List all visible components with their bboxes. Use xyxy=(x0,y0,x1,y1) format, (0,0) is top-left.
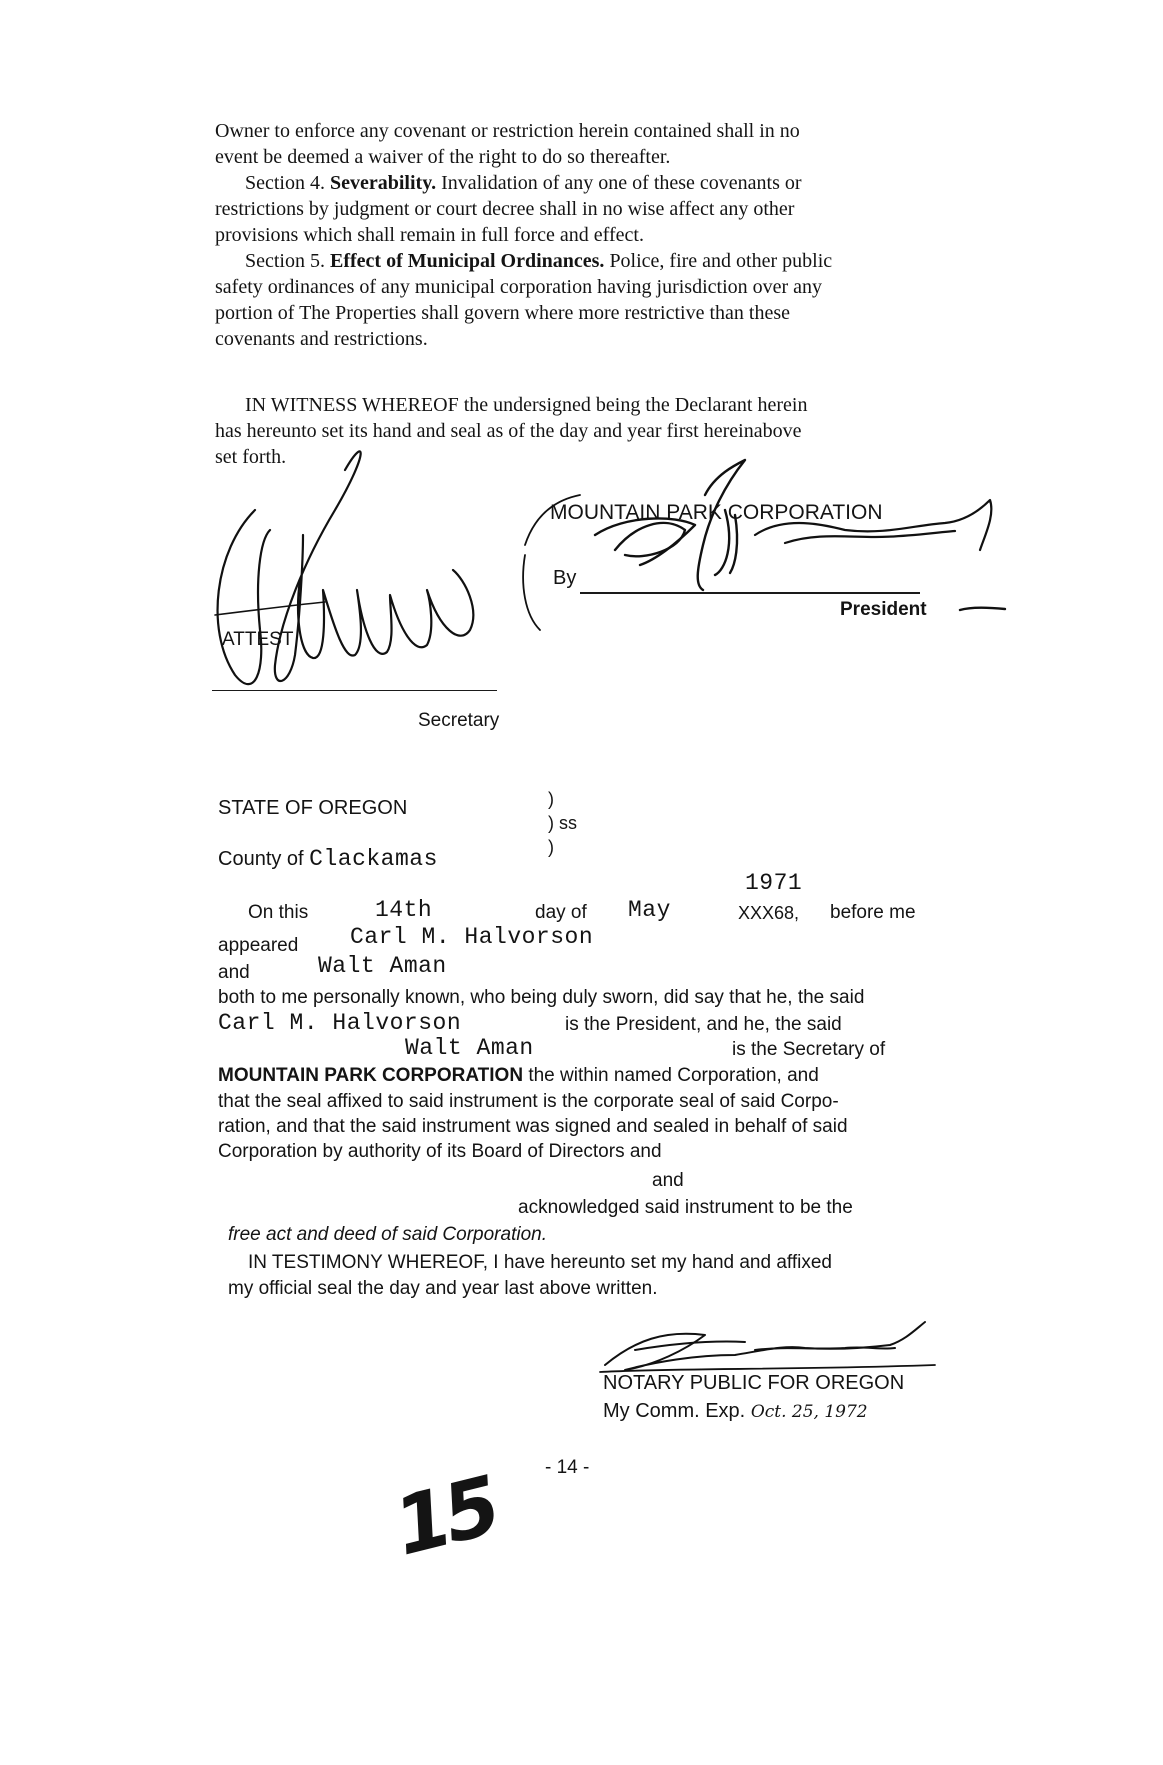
day-of-label: day of xyxy=(535,902,587,923)
appeared-name: Carl M. Halvorson xyxy=(350,924,594,950)
handwritten-page-number: 15 xyxy=(385,1459,505,1574)
month-value: May xyxy=(628,897,671,923)
brace-1: ) xyxy=(548,789,554,809)
ack-line: acknowledged said instrument to be the xyxy=(518,1197,853,1218)
county-row xyxy=(218,846,438,872)
witness-line: set forth. xyxy=(215,446,287,468)
appeared-label: appeared xyxy=(218,935,299,956)
and-name: Walt Aman xyxy=(318,953,447,979)
ack-line: is the Secretary of xyxy=(732,1039,886,1060)
clause-line: provisions which shall remain in full force and effect. xyxy=(215,224,644,246)
struck-year: XXX68, xyxy=(738,903,800,923)
ack-line xyxy=(228,1222,547,1248)
ack-line: Corporation by authority of its Board of Directors and xyxy=(218,1141,662,1162)
clause-line: covenants and restrictions. xyxy=(215,328,428,350)
county-value: Clackamas xyxy=(309,846,438,872)
officer-name-2: Walt Aman xyxy=(405,1035,534,1061)
section-5-title: Effect of Municipal Ordinances. xyxy=(330,250,605,272)
testimony-line: IN TESTIMONY WHEREOF, I have hereunto set my hand and affixed xyxy=(248,1252,832,1273)
state-label: STATE OF OREGON xyxy=(218,797,408,819)
corp-line-rest: the within named Corporation, and xyxy=(528,1065,819,1086)
ack-line: ration, and that the said instrument was signed and sealed in behalf of said xyxy=(218,1116,848,1137)
attest-label: ATTEST xyxy=(222,629,294,650)
corp-name-bold: MOUNTAIN PARK CORPORATION xyxy=(218,1065,524,1086)
on-this-label: On this xyxy=(248,902,309,923)
president-label: President xyxy=(840,599,927,620)
notary-commission xyxy=(603,1398,868,1425)
section-5-number: Section 5. xyxy=(245,250,325,272)
clause-line: safety ordinances of any municipal corporation having jurisdiction over any xyxy=(215,276,823,298)
testimony-line: my official seal the day and year last above written. xyxy=(228,1278,658,1299)
clause-line: restrictions by judgment or court decree shall in no wise affect any other xyxy=(215,198,795,220)
notary-title: NOTARY PUBLIC FOR OREGON xyxy=(603,1372,905,1394)
officer-name-1: Carl M. Halvorson xyxy=(218,1010,462,1036)
ack-line: is the President, and he, the said xyxy=(565,1014,842,1035)
before-me-label: before me xyxy=(830,902,916,923)
ack-line: and xyxy=(652,1170,684,1191)
covenants-clauses xyxy=(215,118,925,352)
and-label: and xyxy=(218,962,250,983)
commission-label: My Comm. Exp. xyxy=(603,1400,746,1422)
witness-line: IN WITNESS WHEREOF the undersigned being the Declarant herein xyxy=(245,394,808,416)
brace-3: ) xyxy=(548,837,554,857)
clause-line: event be deemed a waiver of the right to do so thereafter. xyxy=(215,146,671,168)
by-label: By xyxy=(553,567,577,589)
witness-line: has hereunto set its hand and seal as of the day and year first hereinabove xyxy=(215,420,802,442)
clause-line: Owner to enforce any covenant or restriction herein contained shall in no xyxy=(215,120,800,142)
free-act-text: free act and deed of said Corporation. xyxy=(228,1224,547,1245)
section-5-text: Police, fire and other public xyxy=(609,250,833,272)
typed-year: 1971 xyxy=(745,870,803,896)
ack-line: both to me personally known, who being duly sworn, did say that he, the said xyxy=(218,987,865,1008)
president-signature xyxy=(585,455,1005,645)
section-4-number: Section 4. xyxy=(245,172,325,194)
corp-line xyxy=(218,1063,819,1089)
section-4-title: Severability. xyxy=(330,172,437,194)
commission-value: Oct. 25, 1972 xyxy=(750,1402,868,1422)
secretary-label: Secretary xyxy=(418,710,500,731)
section-4 xyxy=(215,170,925,196)
page-number: - 14 - xyxy=(545,1457,590,1478)
day-value: 14th xyxy=(375,897,433,923)
ack-line: that the seal affixed to said instrument is the corporate seal of said Corpo- xyxy=(218,1091,839,1112)
venue-braces xyxy=(548,787,577,859)
corporation-name: MOUNTAIN PARK CORPORATION xyxy=(550,501,883,524)
brace-2: ) ss xyxy=(548,813,577,833)
section-5 xyxy=(215,248,925,274)
county-label: County of xyxy=(218,848,304,870)
clause-line: portion of The Properties shall govern where more restrictive than these xyxy=(215,302,791,324)
section-4-text: Invalidation of any one of these covenants or xyxy=(441,172,802,194)
secretary-signature xyxy=(195,440,495,700)
